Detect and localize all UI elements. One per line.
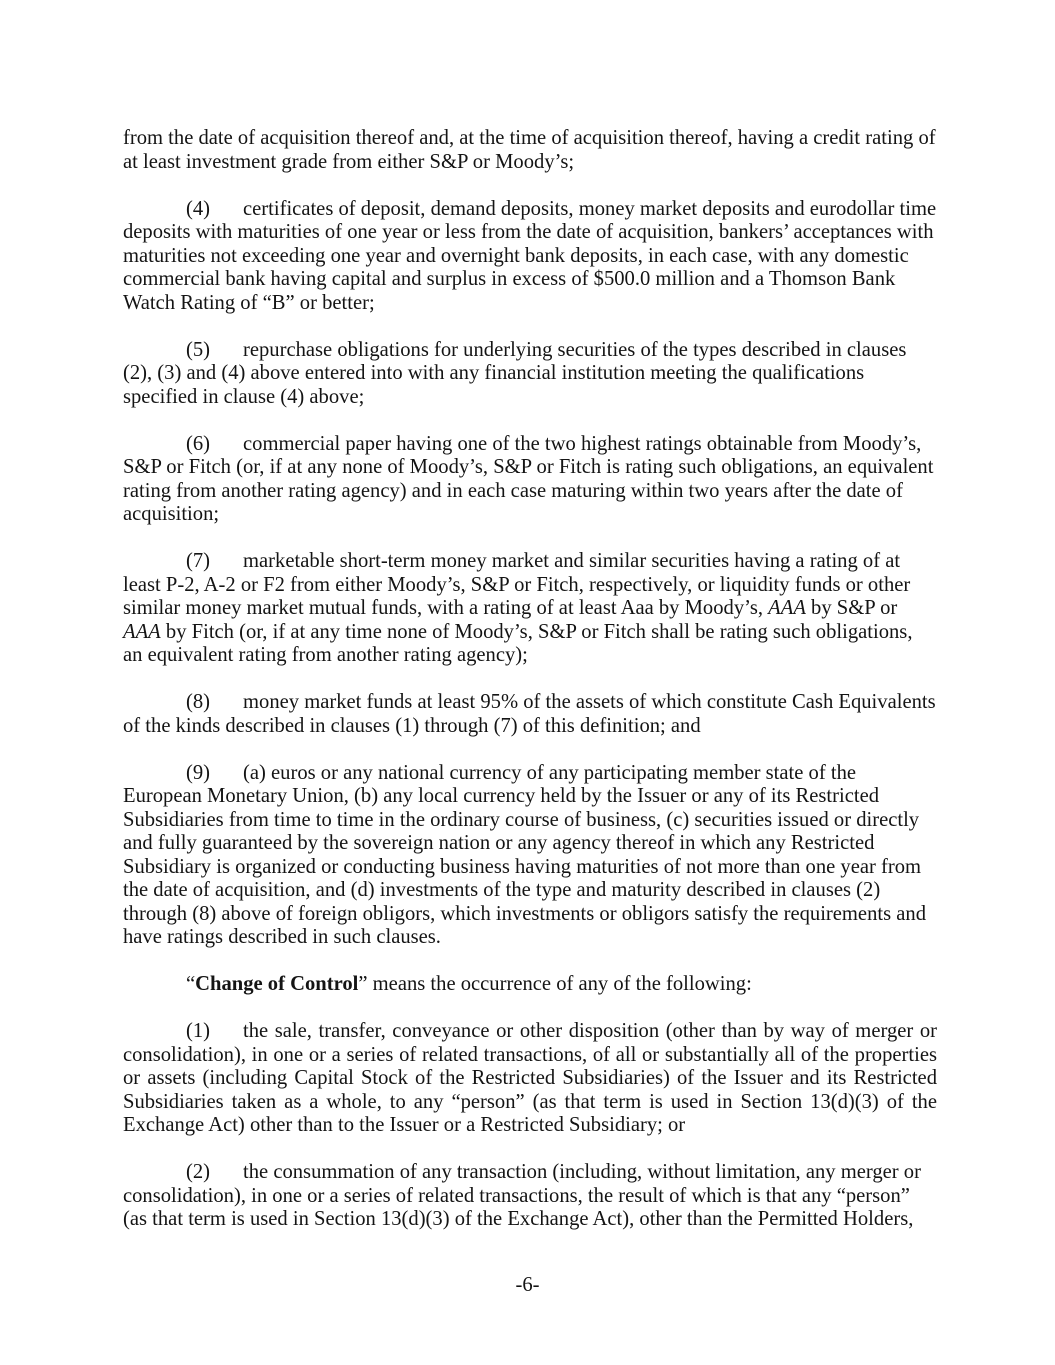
paragraph-intro-text: from the date of acquisition thereof and, at the time of acquisition thereof, having a credit rating of at least investment grade from either S&P or Moody’s; — [123, 127, 936, 173]
clause-4 — [123, 198, 937, 316]
clause-5-number: (5) — [186, 338, 211, 361]
coc-clause-2-text: the consummation of any transaction (including, without limitation, any merger or consolidation), in one or a series of related transactions, the result of which is that any “person” (as that term is used in Section 13(d)(3) of the Exchange Act), other than the Permitted Holders, — [123, 1161, 921, 1230]
clause-7-text-mid: by S&P or — [805, 597, 898, 619]
clause-8-text: money market funds at least 95% of the assets of which constitute Cash Equivalents of the kinds described in clauses (1) through (7) of this definition; and — [123, 691, 936, 737]
clause-7-text-pre: marketable short-term money market and similar securities having a rating of at least P-2, A-2 or F2 from either Moody’s, S&P or Fitch, respectively, or liquidity funds or other similar money market mutual funds, with a rating of at least Aaa by Moody’s, — [123, 550, 911, 619]
clause-5 — [123, 339, 937, 410]
clause-7 — [123, 550, 937, 668]
definition-rest: ” means the occurrence of any of the following: — [358, 973, 752, 995]
coc-clause-1-text: the sale, transfer, conveyance or other disposition (other than by way of merger or consolidation), in one or a series of related transactions, of all or substantially all of the properties or assets (including Capital Stock of the Restricted Subsidiaries) of the Issuer and its Restricted Subsidiaries taken as a whole, to any “person” (as that term is used in Section 13(d)(3) of the Exchange Act) other than to the Issuer or a Restricted Subsidiary; or — [123, 1020, 937, 1136]
clause-4-number: (4) — [186, 197, 211, 220]
clause-7-italic-aaa-2: AAA — [123, 620, 161, 643]
clause-9-text: (a) euros or any national currency of any participating member state of the European Monetary Union, (b) any local currency held by the Issuer or any of its Restricted Subsidiaries from time to time in the ordinary course of business, (c) securities issued or directly and fully guaranteed by the sovereign nation or any agency thereof in which any Restricted Subsidiary is organized or conducting business having maturities of not more than one year from the date of acquisition, and (d) investments of the type and maturity described in clauses (2) through (8) above of foreign obligors, which investments or obligors satisfy the requirements and have ratings described in such clauses. — [123, 761, 926, 948]
clause-6-text: commercial paper having one of the two highest ratings obtainable from Moody’s, S&P or Fitch (or, if at any none of Moody’s, S&P or Fitch is rating such obligations, an equivalent rating from another rating agency) and in each case maturing within two years after the date of acquisition; — [123, 432, 934, 525]
clause-9-number: (9) — [186, 761, 211, 784]
paragraph-intro-continuation — [123, 127, 937, 174]
definition-open-quote: “ — [186, 973, 196, 995]
coc-clause-1 — [123, 1020, 937, 1138]
clause-7-italic-aaa-1: AAA — [768, 597, 806, 619]
coc-clause-2 — [123, 1161, 937, 1232]
coc-clause-1-number: (1) — [186, 1020, 211, 1042]
clause-4-text: certificates of deposit, demand deposits, money market deposits and eurodollar time deposits with maturities of one year or less from the date of acquisition, bankers’ acceptances with maturities not exceeding one year and overnight bank deposits, in each case, with any domestic commercial bank having capital and surplus in excess of $500.0 million and a Thomson Bank Watch Rating of “B” or better; — [123, 197, 937, 314]
clause-8 — [123, 691, 937, 738]
clause-7-text-post: by Fitch (or, if at any time none of Moody’s, S&P or Fitch shall be rating such obligations, an equivalent rating from another rating agency); — [123, 620, 913, 666]
definition-term: Change of Control — [195, 973, 359, 995]
clause-6 — [123, 433, 937, 527]
clause-5-text: repurchase obligations for underlying securities of the types described in clauses (2), (3) and (4) above entered into with any financial institution meeting the qualifications specified in clause (4) above; — [123, 338, 907, 408]
definition-change-of-control — [123, 973, 937, 997]
page-footer — [0, 1274, 1055, 1298]
clause-8-number: (8) — [186, 691, 211, 713]
page-number: -6- — [515, 1274, 540, 1296]
clause-7-number: (7) — [186, 550, 211, 572]
clause-6-number: (6) — [186, 432, 211, 455]
document-body — [123, 127, 937, 1232]
clause-9 — [123, 762, 937, 950]
coc-clause-2-number: (2) — [186, 1161, 211, 1183]
